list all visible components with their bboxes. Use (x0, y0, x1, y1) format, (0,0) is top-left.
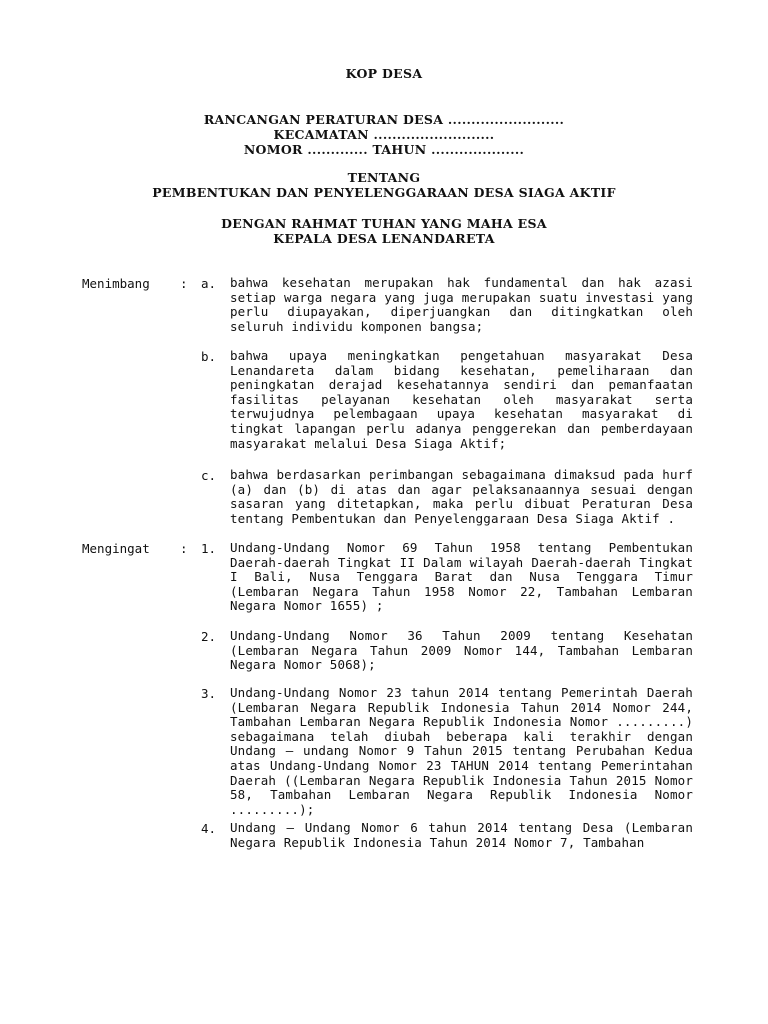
item-marker: c. (201, 468, 217, 483)
item-marker: 2. (201, 629, 217, 644)
item-text: bahwa upaya meningkatkan pengetahuan masyarakat Desa Lenandareta dalam bidang kesehatan, pemeliharaan dan peningkatan derajad kesehatannya sendiri dan pemanfaatan fasilitas pelayanan kesehatan oleh masyarakat serta terwujudnya pelembagaan upaya kesehatan masyarakat di tingkat lapangan perlu adanya penggerekan dan pemberdayaan masyarakat melalui Desa Siaga Aktif; (230, 348, 693, 451)
menimbang-colon: : (180, 276, 188, 291)
tentang-heading: TENTANG (347, 170, 421, 185)
item-marker: a. (201, 276, 217, 291)
kecamatan-heading: KECAMATAN .......................... (273, 127, 495, 142)
item-marker: 4. (201, 821, 217, 836)
mengingat-colon: : (180, 541, 188, 556)
item-marker: 1. (201, 541, 217, 556)
mengingat-label: Mengingat (82, 541, 150, 556)
kepala-desa-heading: KEPALA DESA LENANDARETA (273, 231, 495, 246)
document-title: PEMBENTUKAN DAN PENYELENGGARAAN DESA SIAGA AKTIF (152, 185, 616, 200)
menimbang-label: Menimbang (82, 276, 150, 291)
item-text: Undang – Undang Nomor 6 tahun 2014 tentang Desa (Lembaran Negara Republik Indonesia Tahun 2014 Nomor 7, Tambahan (230, 820, 693, 850)
kop-desa-heading: KOP DESA (345, 66, 423, 81)
rahmat-heading: DENGAN RAHMAT TUHAN YANG MAHA ESA (221, 216, 547, 231)
item-marker: 3. (201, 686, 217, 701)
rancangan-heading: RANCANGAN PERATURAN DESA ......................... (203, 112, 565, 127)
item-marker: b. (201, 349, 217, 364)
item-text: bahwa kesehatan merupakan hak fundamental dan hak azasi setiap warga negara yang juga merupakan suatu investasi yang perlu diupayakan, diperjuangkan dan ditingkatkan oleh seluruh individu komponen bangsa; (230, 275, 693, 334)
item-text: Undang-Undang Nomor 36 Tahun 2009 tentang Kesehatan (Lembaran Negara Tahun 2009 Nomor 144, Tambahan Lembaran Negara Nomor 5068); (230, 628, 693, 673)
item-text: Undang-Undang Nomor 69 Tahun 1958 tentang Pembentukan Daerah-daerah Tingkat II Dalam wilayah Daerah-daerah Tingkat I Bali, Nusa Tenggara Barat dan Nusa Tenggara Timur (Lembaran Negara Tahun 1958 Nomor 22, Tambahan Lembaran Negara Nomor 1655) ; (230, 540, 693, 614)
nomor-tahun-heading: NOMOR ............. TAHUN .................... (243, 142, 525, 157)
item-text: bahwa berdasarkan perimbangan sebagaimana dimaksud pada hurf (a) dan (b) di atas dan agar pelaksanaannya sesuai dengan sasaran yang ditetapkan, maka perlu dibuat Peraturan Desa tentang Pembentukan dan Penyelenggaraan Desa Siaga Aktif . (230, 467, 693, 526)
item-text: Undang-Undang Nomor 23 tahun 2014 tentang Pemerintah Daerah (Lembaran Negara Republik Indonesia Tahun 2014 Nomor 244, Tambahan Lembaran Negara Republik Indonesia Nomor .........) sebagaimana telah diubah beberapa kali terakhir dengan Undang – undang Nomor 9 Tahun 2015 tentang Perubahan Kedua atas Undang-Undang Nomor 23 TAHUN 2014 tentang Pemerintahan Daerah ((Lembaran Negara Republik Indonesia Tahun 2015 Nomor 58, Tambahan Lembaran Negara Republik Indonesia Nomor .........); (230, 685, 693, 817)
